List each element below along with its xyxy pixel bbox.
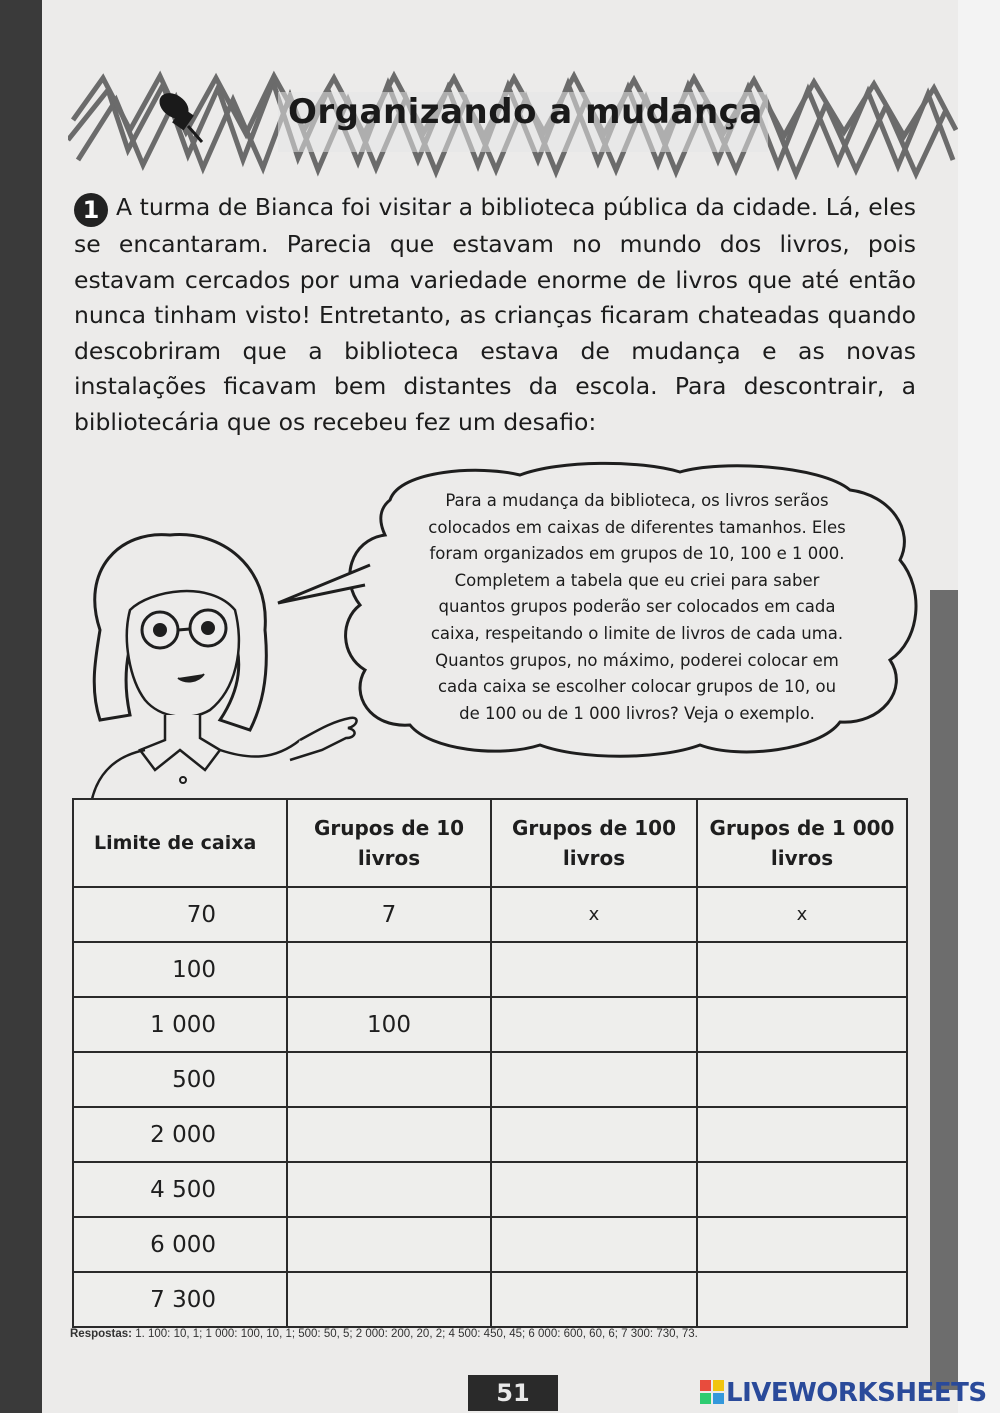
answer-input-groups-10[interactable] <box>287 1217 491 1272</box>
liveworksheets-icon <box>700 1380 724 1404</box>
exercise-number-badge: 1 <box>74 193 108 227</box>
answer-input-groups-10[interactable] <box>287 1272 491 1327</box>
page-title: Organizando a mudança <box>288 92 763 132</box>
groups-100-cell: x <box>491 887 697 942</box>
table-row <box>73 1217 907 1272</box>
answer-input-groups-100[interactable] <box>491 1162 697 1217</box>
exercise-text: A turma de Bianca foi visitar a biblioteca pública da cidade. Lá, eles se encantaram. Parecia que estavam no mundo dos livros, pois estavam cercados por uma variedade enorme de livros que até então nunca tinham visto! Entretanto, as crianças ficaram chateadas quando descobriram que a biblioteca estava de mudança e as novas instalações ficavam bem distantes da escola. Para descontrair, a bibliotecária que os recebeu fez um desafio: <box>74 193 916 436</box>
box-limit-cell: 70 <box>73 887 287 942</box>
brand-name: LIVEWORKSHEETS <box>726 1378 987 1408</box>
exercise-intro <box>74 190 916 440</box>
answer-input-groups-10[interactable] <box>287 1162 491 1217</box>
answer-input-groups-10[interactable] <box>287 942 491 997</box>
table-row <box>73 1162 907 1217</box>
answer-input-groups-1000[interactable] <box>697 1162 907 1217</box>
answer-key-text: 1. 100: 10, 1; 1 000: 100, 10, 1; 500: 50, 5; 2 000: 200, 20, 2; 4 500: 450, 45; 6 000: 600, 60, 6; 7 300: 730, 73. <box>135 1328 698 1340</box>
answer-input-groups-1000[interactable] <box>697 1272 907 1327</box>
table-row <box>73 1052 907 1107</box>
page-margin <box>958 0 1000 1413</box>
answer-input-groups-1000[interactable] <box>697 1107 907 1162</box>
box-limit-cell: 4 500 <box>73 1162 287 1217</box>
header-groups-100: Grupos de 100 livros <box>491 799 697 887</box>
answer-input-groups-100[interactable] <box>491 1107 697 1162</box>
bubble-line: Para a mudança da biblioteca, os livros serãos <box>445 491 829 510</box>
groups-1000-cell: x <box>697 887 907 942</box>
answer-input-groups-100[interactable] <box>491 942 697 997</box>
header-box-limit: Limite de caixa <box>73 799 287 887</box>
answer-input-groups-1000[interactable] <box>697 1217 907 1272</box>
bubble-line: caixa, respeitando o limite de livros de cada uma. <box>430 623 844 643</box>
box-limit-cell: 2 000 <box>73 1107 287 1162</box>
table-row <box>73 942 907 997</box>
answer-input-groups-100[interactable] <box>491 997 697 1052</box>
pushpin-icon <box>150 86 210 146</box>
speech-bubble-text <box>402 488 872 727</box>
header-groups-10: Grupos de 10 livros <box>287 799 491 887</box>
groups-10-cell: 7 <box>287 887 491 942</box>
box-limit-cell: 6 000 <box>73 1217 287 1272</box>
box-limit-cell: 500 <box>73 1052 287 1107</box>
table-row <box>73 1107 907 1162</box>
liveworksheets-logo <box>700 1375 987 1411</box>
bubble-line: Completem a tabela que eu criei para saber <box>454 570 820 590</box>
answer-input-groups-10[interactable] <box>287 1107 491 1162</box>
page-number: 51 <box>468 1375 558 1411</box>
answer-key-label: Respostas: <box>70 1328 132 1340</box>
box-limit-cell: 7 300 <box>73 1272 287 1327</box>
answer-key <box>70 1325 920 1344</box>
box-limit-cell: 1 000 <box>73 997 287 1052</box>
table-row <box>73 887 907 942</box>
bubble-line: cada caixa se escolher colocar grupos de 10, ou <box>437 677 837 697</box>
answer-input-groups-1000[interactable] <box>697 1052 907 1107</box>
answer-input-groups-100[interactable] <box>491 1052 697 1107</box>
answer-input-groups-1000[interactable] <box>697 997 907 1052</box>
box-limit-cell: 100 <box>73 942 287 997</box>
groups-10-cell: 100 <box>287 997 491 1052</box>
header-groups-1000: Grupos de 1 000 livros <box>697 799 907 887</box>
bubble-line: quantos grupos poderão ser colocados em cada <box>438 597 836 617</box>
table-row <box>73 997 907 1052</box>
bubble-line: Quantos grupos, no máximo, poderei colocar em <box>435 650 839 670</box>
bubble-line: colocados em caixas de diferentes tamanhos. Eles <box>428 517 846 537</box>
table-header-row <box>73 799 907 887</box>
answer-input-groups-10[interactable] <box>287 1052 491 1107</box>
answer-input-groups-100[interactable] <box>491 1217 697 1272</box>
answer-input-groups-100[interactable] <box>491 1272 697 1327</box>
answer-input-groups-1000[interactable] <box>697 942 907 997</box>
bubble-line: foram organizados em grupos de 10, 100 e 1 000. <box>429 544 845 564</box>
table-row <box>73 1272 907 1327</box>
groups-table <box>72 798 908 1328</box>
bubble-line: de 100 ou de 1 000 livros? Veja o exemplo. <box>459 703 815 723</box>
